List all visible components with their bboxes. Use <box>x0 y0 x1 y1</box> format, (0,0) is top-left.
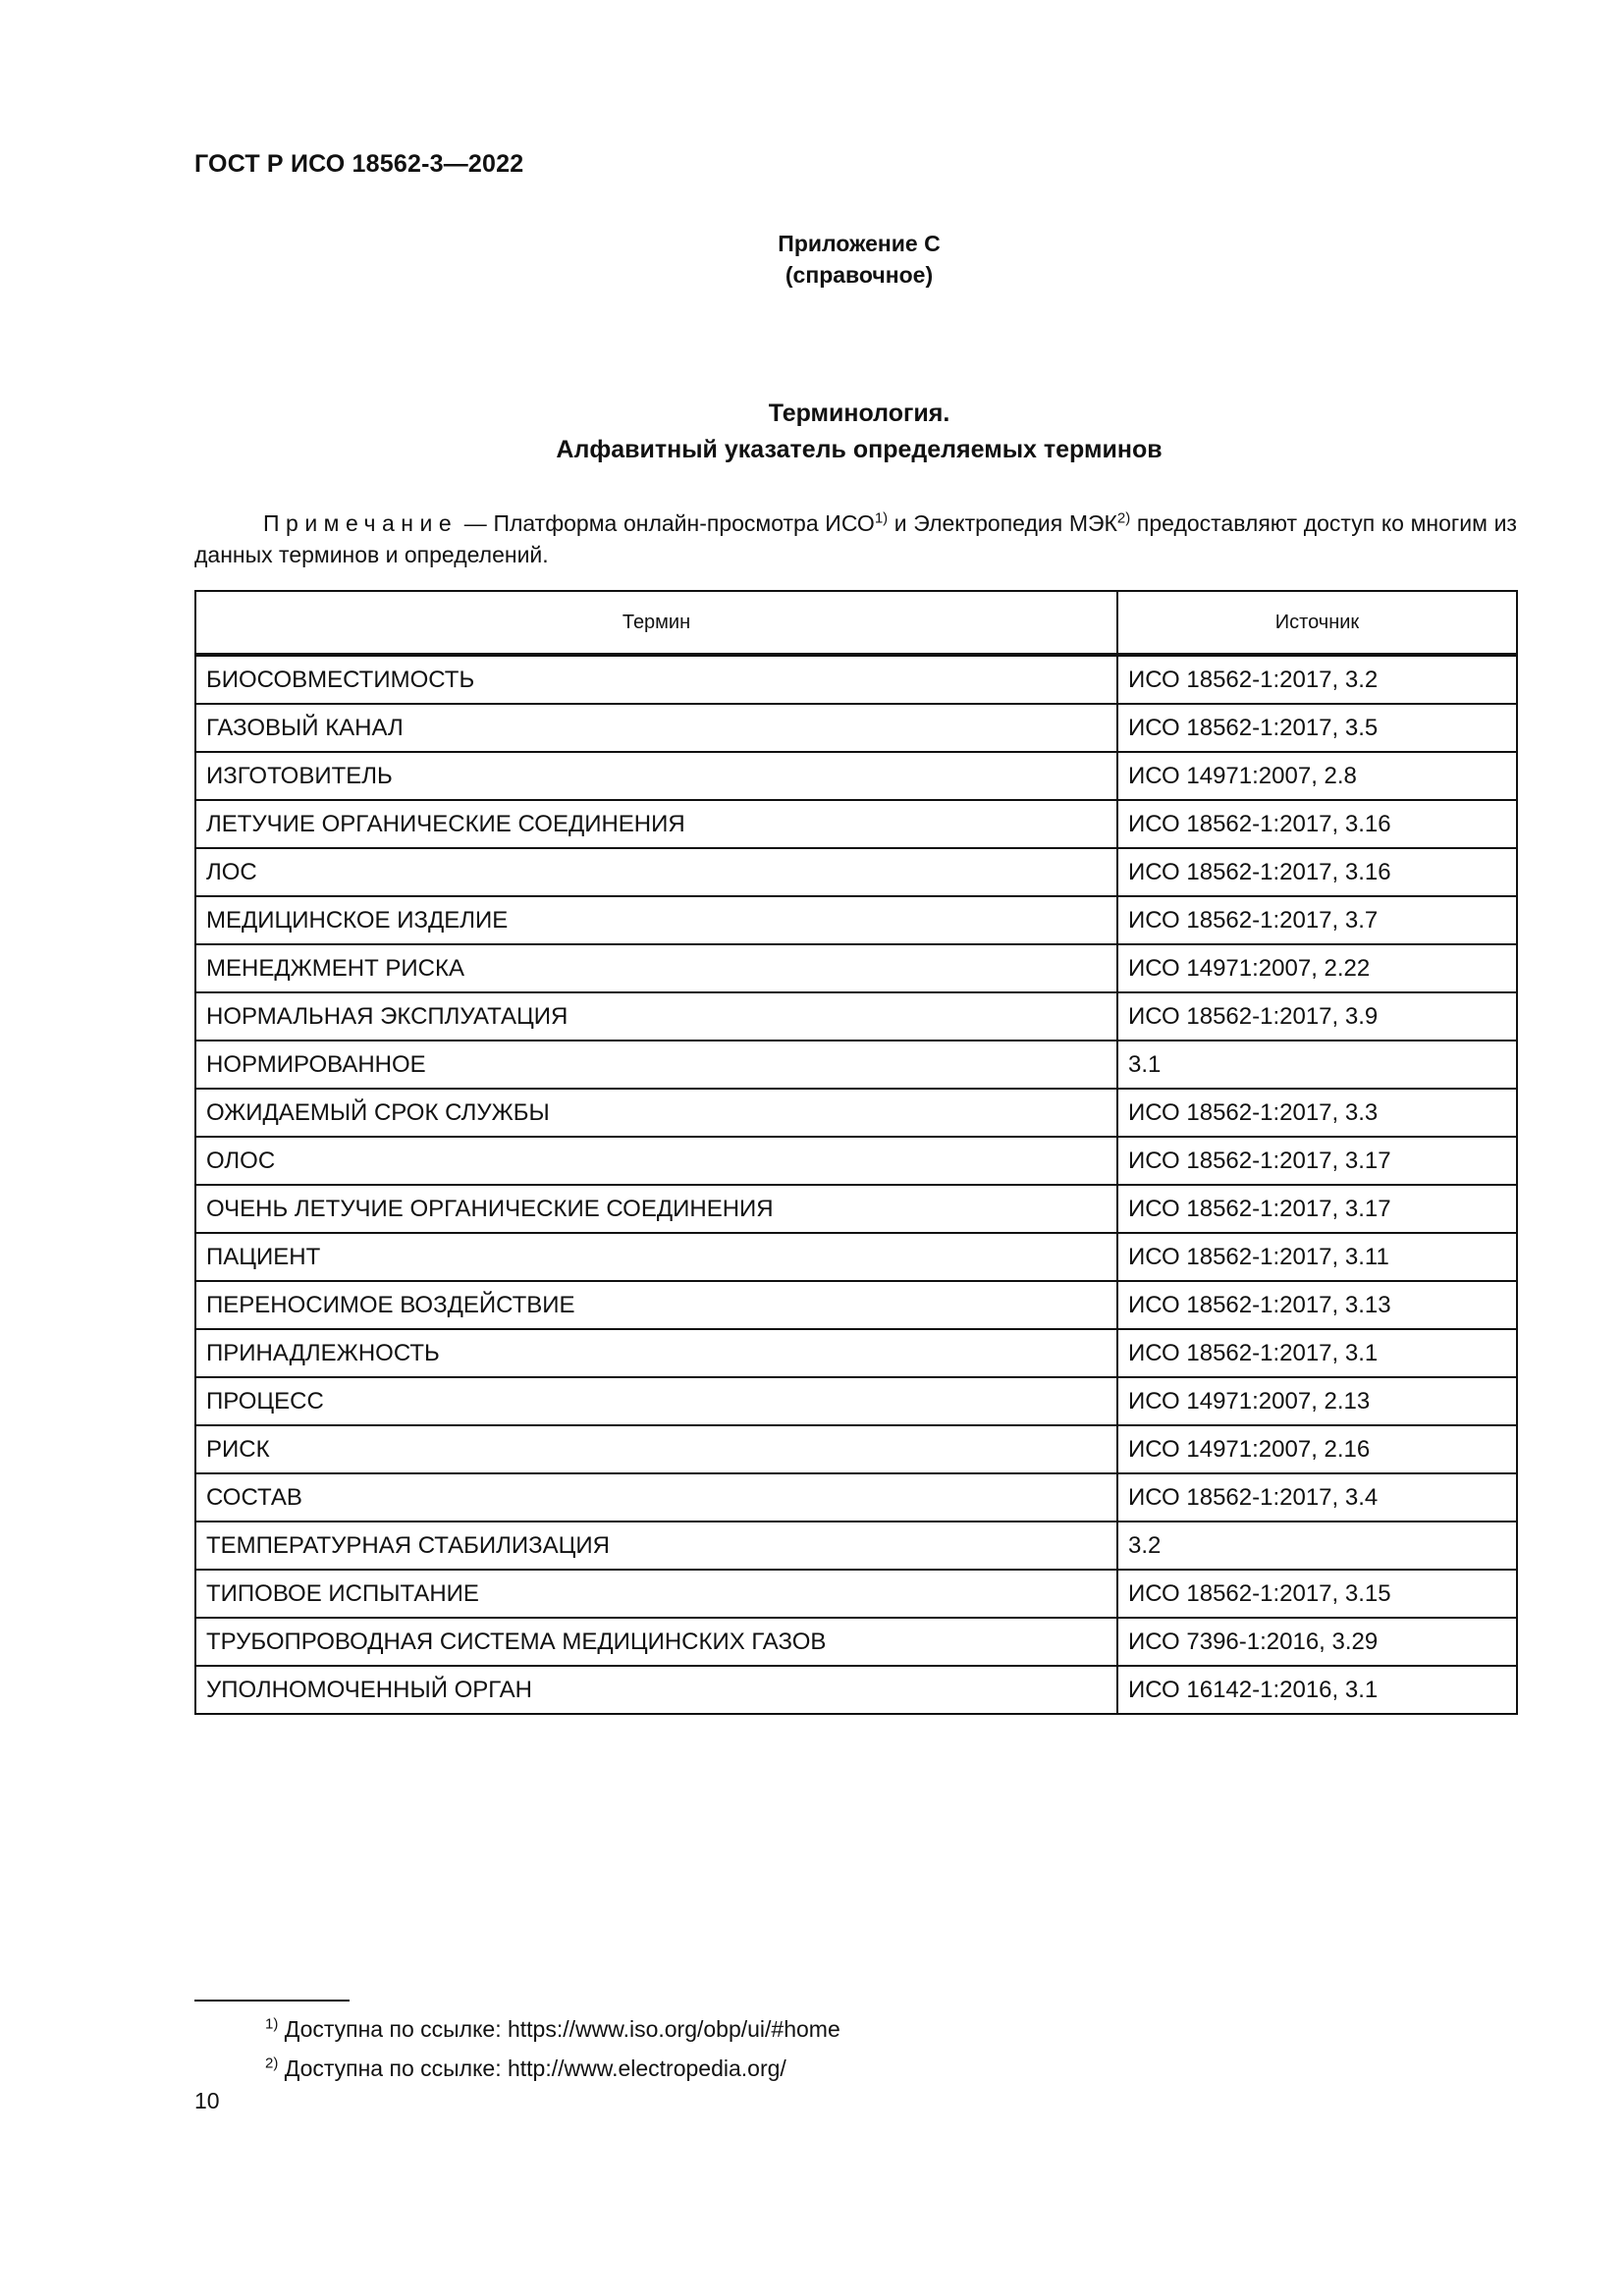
section-title-line2: Алфавитный указатель определяемых терминов <box>556 436 1163 463</box>
source-cell: ИСО 7396-1:2016, 3.29 <box>1117 1618 1517 1666</box>
table-row <box>195 992 1517 1041</box>
table-row <box>195 944 1517 992</box>
terms-table <box>194 590 1518 1715</box>
source-cell: ИСО 18562-1:2017, 3.13 <box>1117 1281 1517 1329</box>
term-cell: ГАЗОВЫЙ КАНАЛ <box>195 704 1117 752</box>
source-cell: ИСО 14971:2007, 2.13 <box>1117 1377 1517 1425</box>
source-cell: ИСО 14971:2007, 2.16 <box>1117 1425 1517 1473</box>
annex-heading <box>47 228 1624 291</box>
source-cell: ИСО 18562-1:2017, 3.11 <box>1117 1233 1517 1281</box>
page-number: 10 <box>194 2088 220 2113</box>
table-row <box>195 1185 1517 1233</box>
table-row <box>195 752 1517 800</box>
source-cell: ИСО 18562-1:2017, 3.7 <box>1117 896 1517 944</box>
header-term: Термин <box>195 591 1117 655</box>
note-paragraph <box>194 507 1517 570</box>
table-row <box>195 1570 1517 1618</box>
term-cell: ИЗГОТОВИТЕЛЬ <box>195 752 1117 800</box>
source-cell: ИСО 16142-1:2016, 3.1 <box>1117 1666 1517 1714</box>
table-row <box>195 1618 1517 1666</box>
table-header-row <box>195 591 1517 655</box>
term-cell: НОРМАЛЬНАЯ ЭКСПЛУАТАЦИЯ <box>195 992 1117 1041</box>
source-cell: ИСО 14971:2007, 2.22 <box>1117 944 1517 992</box>
document-code: ГОСТ Р ИСО 18562-3—2022 <box>194 150 524 178</box>
table-row <box>195 1666 1517 1714</box>
terms-table-body <box>195 655 1517 1714</box>
source-cell: ИСО 18562-1:2017, 3.9 <box>1117 992 1517 1041</box>
term-cell: ОЖИДАЕМЫЙ СРОК СЛУЖБЫ <box>195 1089 1117 1137</box>
footnote-1-text: Доступна по ссылке: https://www.iso.org/obp/ui/#home <box>278 2016 840 2042</box>
annex-title: Приложение C <box>778 231 941 256</box>
table-row <box>195 1041 1517 1089</box>
table-row <box>195 800 1517 848</box>
source-cell: ИСО 18562-1:2017, 3.2 <box>1117 655 1517 704</box>
term-cell: СОСТАВ <box>195 1473 1117 1522</box>
note-text-1: Платформа онлайн-просмотра ИСО <box>493 510 875 536</box>
footnote-2-mark: 2) <box>265 2055 279 2072</box>
footnotes <box>265 2009 840 2088</box>
note-dash: — <box>458 510 494 536</box>
source-cell: ИСО 18562-1:2017, 3.16 <box>1117 800 1517 848</box>
term-cell: ТИПОВОЕ ИСПЫТАНИЕ <box>195 1570 1117 1618</box>
term-cell: РИСК <box>195 1425 1117 1473</box>
source-cell: ИСО 18562-1:2017, 3.5 <box>1117 704 1517 752</box>
table-row <box>195 1377 1517 1425</box>
footnote-1 <box>265 2009 840 2049</box>
table-row <box>195 896 1517 944</box>
table-row <box>195 1473 1517 1522</box>
source-cell: ИСО 18562-1:2017, 3.16 <box>1117 848 1517 896</box>
header-source: Источник <box>1117 591 1517 655</box>
term-cell: НОРМИРОВАННОЕ <box>195 1041 1117 1089</box>
table-row <box>195 704 1517 752</box>
term-cell: ТРУБОПРОВОДНАЯ СИСТЕМА МЕДИЦИНСКИХ ГАЗОВ <box>195 1618 1117 1666</box>
note-ref-2: 2) <box>1116 509 1131 527</box>
source-cell: ИСО 18562-1:2017, 3.17 <box>1117 1185 1517 1233</box>
term-cell: ОЧЕНЬ ЛЕТУЧИЕ ОРГАНИЧЕСКИЕ СОЕДИНЕНИЯ <box>195 1185 1117 1233</box>
term-cell: ПАЦИЕНТ <box>195 1233 1117 1281</box>
term-cell: БИОСОВМЕСТИМОСТЬ <box>195 655 1117 704</box>
note-ref-1: 1) <box>874 509 889 527</box>
source-cell: ИСО 14971:2007, 2.8 <box>1117 752 1517 800</box>
note-label: Примечание <box>263 510 459 536</box>
table-row <box>195 1425 1517 1473</box>
term-cell: ПЕРЕНОСИМОЕ ВОЗДЕЙСТВИЕ <box>195 1281 1117 1329</box>
term-cell: ПРИНАДЛЕЖНОСТЬ <box>195 1329 1117 1377</box>
source-cell: ИСО 18562-1:2017, 3.3 <box>1117 1089 1517 1137</box>
source-cell: ИСО 18562-1:2017, 3.15 <box>1117 1570 1517 1618</box>
term-cell: УПОЛНОМОЧЕННЫЙ ОРГАН <box>195 1666 1117 1714</box>
term-cell: ОЛОС <box>195 1137 1117 1185</box>
footnote-2 <box>265 2049 840 2088</box>
source-cell: ИСО 18562-1:2017, 3.1 <box>1117 1329 1517 1377</box>
source-cell: ИСО 18562-1:2017, 3.17 <box>1117 1137 1517 1185</box>
table-row <box>195 1137 1517 1185</box>
table-row <box>195 1281 1517 1329</box>
footnote-divider <box>194 2000 350 2002</box>
term-cell: МЕДИЦИНСКОЕ ИЗДЕЛИЕ <box>195 896 1117 944</box>
table-row <box>195 1522 1517 1570</box>
source-cell: 3.2 <box>1117 1522 1517 1570</box>
section-title-line1: Терминология. <box>768 400 950 427</box>
table-row <box>195 655 1517 704</box>
source-cell: ИСО 18562-1:2017, 3.4 <box>1117 1473 1517 1522</box>
note-text-2: и Электропедия МЭК <box>888 510 1117 536</box>
table-row <box>195 848 1517 896</box>
table-row <box>195 1329 1517 1377</box>
term-cell: ЛОС <box>195 848 1117 896</box>
term-cell: ЛЕТУЧИЕ ОРГАНИЧЕСКИЕ СОЕДИНЕНИЯ <box>195 800 1117 848</box>
source-cell: 3.1 <box>1117 1041 1517 1089</box>
term-cell: ТЕМПЕРАТУРНАЯ СТАБИЛИЗАЦИЯ <box>195 1522 1117 1570</box>
section-title <box>47 396 1624 468</box>
table-row <box>195 1089 1517 1137</box>
footnote-1-mark: 1) <box>265 2015 279 2033</box>
term-cell: ПРОЦЕСС <box>195 1377 1117 1425</box>
note-text-3: предоставляют доступ ко многим из данных терминов и определений. <box>194 510 1517 567</box>
term-cell: МЕНЕДЖМЕНТ РИСКА <box>195 944 1117 992</box>
table-row <box>195 1233 1517 1281</box>
footnote-2-text: Доступна по ссылке: http://www.electropedia.org/ <box>278 2056 786 2081</box>
annex-kind: (справочное) <box>785 262 934 288</box>
